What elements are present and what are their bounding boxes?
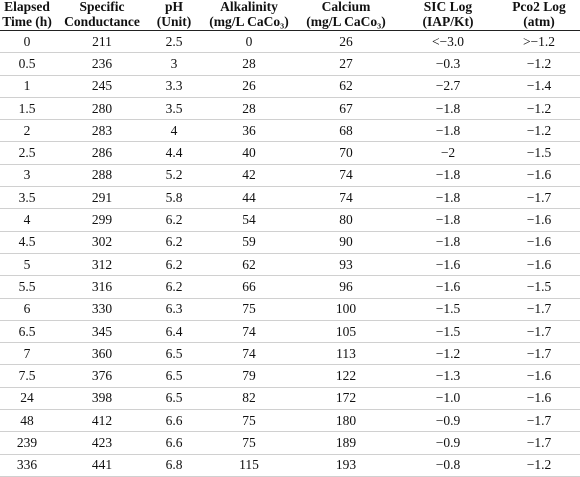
header-line: Calcium [321, 0, 371, 14]
table-cell: 0.5 [0, 53, 60, 75]
table-cell: 6.5 [144, 387, 204, 409]
table-cell: 42 [204, 164, 294, 186]
table-cell: 105 [294, 320, 398, 342]
table-cell: 1 [0, 75, 60, 97]
table-cell: 27 [294, 53, 398, 75]
table-cell: 6.2 [144, 209, 204, 231]
table-cell: 40 [204, 142, 294, 164]
table-cell: >−1.2 [498, 31, 580, 53]
table-cell: 316 [60, 276, 144, 298]
table-cell: −2.7 [398, 75, 498, 97]
table-cell: −2 [398, 142, 498, 164]
table-cell: −1.6 [498, 253, 580, 275]
table-cell: 74 [294, 187, 398, 209]
table-row [0, 387, 580, 409]
header-line: Time (h) [2, 14, 52, 29]
table-row [0, 298, 580, 320]
table-cell: 6.5 [144, 365, 204, 387]
table-row [0, 97, 580, 119]
table-cell: −1.6 [498, 164, 580, 186]
table-cell: 36 [204, 120, 294, 142]
header-line: (atm) [523, 14, 555, 29]
table-cell: 4.5 [0, 231, 60, 253]
table-cell: 6.5 [0, 320, 60, 342]
table-cell: 299 [60, 209, 144, 231]
table-cell: 376 [60, 365, 144, 387]
table-cell: 423 [60, 432, 144, 454]
table-cell: −1.6 [498, 365, 580, 387]
table-cell: 82 [204, 387, 294, 409]
table-cell: 3 [144, 53, 204, 75]
table-row [0, 120, 580, 142]
table-row [0, 276, 580, 298]
header-elapsed-time [0, 0, 60, 31]
table-cell: −1.2 [498, 97, 580, 119]
table-cell: −1.6 [398, 253, 498, 275]
table-cell: 5.5 [0, 276, 60, 298]
table-cell: 211 [60, 31, 144, 53]
table-cell: 4.4 [144, 142, 204, 164]
table-cell: 54 [204, 209, 294, 231]
table-row [0, 31, 580, 53]
table-cell: 245 [60, 75, 144, 97]
table-cell: −0.9 [398, 432, 498, 454]
table-cell: 113 [294, 343, 398, 365]
table-cell: 67 [294, 97, 398, 119]
table-cell: 0 [0, 31, 60, 53]
table-cell: 336 [0, 454, 60, 476]
table-cell: 66 [204, 276, 294, 298]
table-cell: 6.2 [144, 231, 204, 253]
table-cell: 26 [204, 75, 294, 97]
table-cell: 441 [60, 454, 144, 476]
table-cell: 74 [294, 164, 398, 186]
table-cell: 62 [294, 75, 398, 97]
header-row [0, 0, 580, 31]
table-cell: −1.8 [398, 187, 498, 209]
header-line: (mg/L CaCo₃) [306, 14, 386, 29]
table-cell: 6.8 [144, 454, 204, 476]
table-row [0, 142, 580, 164]
table-cell: 96 [294, 276, 398, 298]
table-cell: −1.6 [498, 209, 580, 231]
table-row [0, 209, 580, 231]
table-cell: 3.5 [144, 97, 204, 119]
header-sic-log [398, 0, 498, 31]
table-cell: 80 [294, 209, 398, 231]
table-row [0, 365, 580, 387]
table-cell: 59 [204, 231, 294, 253]
table-cell: 74 [204, 320, 294, 342]
table-cell: 6.4 [144, 320, 204, 342]
table-cell: 283 [60, 120, 144, 142]
table-cell: 4 [144, 120, 204, 142]
table-cell: −1.5 [498, 276, 580, 298]
table-cell: −0.8 [398, 454, 498, 476]
header-alkalinity [204, 0, 294, 31]
header-line: (IAP/Kt) [422, 14, 474, 29]
table-cell: 6.5 [144, 343, 204, 365]
table-cell: 70 [294, 142, 398, 164]
header-line: Pco2 Log [512, 0, 566, 14]
table-cell: 412 [60, 410, 144, 432]
table-row [0, 454, 580, 476]
table-cell: 6.6 [144, 410, 204, 432]
table-cell: 172 [294, 387, 398, 409]
table-cell: 5.8 [144, 187, 204, 209]
table-cell: −1.7 [498, 298, 580, 320]
table-cell: 291 [60, 187, 144, 209]
table-cell: −1.2 [398, 343, 498, 365]
table-row [0, 53, 580, 75]
table-cell: 302 [60, 231, 144, 253]
table-cell: 345 [60, 320, 144, 342]
table-cell: −1.5 [398, 320, 498, 342]
table-cell: 3.3 [144, 75, 204, 97]
table-cell: −1.7 [498, 410, 580, 432]
table-cell: 2.5 [0, 142, 60, 164]
table-cell: −1.0 [398, 387, 498, 409]
table-cell: −1.2 [498, 120, 580, 142]
header-line: (Unit) [156, 14, 192, 29]
table-cell: −1.2 [498, 454, 580, 476]
table-cell: 68 [294, 120, 398, 142]
table-row [0, 432, 580, 454]
table-cell: 7 [0, 343, 60, 365]
table-cell: 2.5 [144, 31, 204, 53]
table-cell: −1.8 [398, 231, 498, 253]
table-cell: 5.2 [144, 164, 204, 186]
table-cell: 3.5 [0, 187, 60, 209]
table-cell: 280 [60, 97, 144, 119]
table-cell: −1.7 [498, 320, 580, 342]
table-cell: 28 [204, 97, 294, 119]
table-row [0, 410, 580, 432]
table-cell: 239 [0, 432, 60, 454]
header-line: Alkalinity [220, 0, 278, 14]
header-ph [144, 0, 204, 31]
table-cell: 330 [60, 298, 144, 320]
header-line: pH [164, 0, 183, 14]
table-cell: 115 [204, 454, 294, 476]
table-cell: 79 [204, 365, 294, 387]
table-cell: −1.7 [498, 432, 580, 454]
table-cell: 398 [60, 387, 144, 409]
table-cell: 122 [294, 365, 398, 387]
table-cell: 5 [0, 253, 60, 275]
table-cell: −1.2 [498, 53, 580, 75]
header-pco2-log [498, 0, 580, 31]
table-row [0, 187, 580, 209]
table-cell: 48 [0, 410, 60, 432]
table-cell: −1.8 [398, 209, 498, 231]
header-line: SIC Log [423, 0, 473, 14]
table-cell: 3 [0, 164, 60, 186]
table-row [0, 320, 580, 342]
table-header [0, 0, 580, 31]
table-cell: −1.8 [398, 164, 498, 186]
table-cell: 286 [60, 142, 144, 164]
table-cell: −1.4 [498, 75, 580, 97]
table-cell: 7.5 [0, 365, 60, 387]
table-cell: 180 [294, 410, 398, 432]
table-cell: 90 [294, 231, 398, 253]
table-cell: −1.7 [498, 187, 580, 209]
table-cell: 189 [294, 432, 398, 454]
table-cell: 236 [60, 53, 144, 75]
table-cell: −1.5 [398, 298, 498, 320]
table-cell: −1.6 [498, 387, 580, 409]
header-line: Conductance [64, 14, 140, 29]
table-cell: 193 [294, 454, 398, 476]
header-specific-conductance [60, 0, 144, 31]
table-cell: 312 [60, 253, 144, 275]
table-cell: 288 [60, 164, 144, 186]
table-cell: 26 [294, 31, 398, 53]
table-cell: −1.8 [398, 97, 498, 119]
table-cell: −0.9 [398, 410, 498, 432]
table-cell: −1.7 [498, 343, 580, 365]
header-line: (mg/L CaCo₃) [209, 14, 289, 29]
header-line: Elapsed [4, 0, 50, 14]
header-calcium [294, 0, 398, 31]
table-cell: −1.3 [398, 365, 498, 387]
table-cell: 75 [204, 410, 294, 432]
table-body [0, 31, 580, 477]
table-cell: 0 [204, 31, 294, 53]
table-row [0, 75, 580, 97]
header-line: Specific [79, 0, 125, 14]
table-cell: −1.8 [398, 120, 498, 142]
table-cell: 6 [0, 298, 60, 320]
table-cell: <−3.0 [398, 31, 498, 53]
table-cell: 100 [294, 298, 398, 320]
table-cell: 93 [294, 253, 398, 275]
table-cell: 24 [0, 387, 60, 409]
table-cell: 6.2 [144, 276, 204, 298]
table-cell: 1.5 [0, 97, 60, 119]
table-cell: 6.2 [144, 253, 204, 275]
table-cell: 75 [204, 432, 294, 454]
table-cell: 44 [204, 187, 294, 209]
table-cell: 6.6 [144, 432, 204, 454]
table-row [0, 253, 580, 275]
table-cell: −1.5 [498, 142, 580, 164]
table-row [0, 164, 580, 186]
table-row [0, 343, 580, 365]
table-cell: 75 [204, 298, 294, 320]
table-row [0, 231, 580, 253]
table-cell: −1.6 [498, 231, 580, 253]
table-cell: −1.6 [398, 276, 498, 298]
table-cell: 28 [204, 53, 294, 75]
table-cell: 2 [0, 120, 60, 142]
table-cell: 74 [204, 343, 294, 365]
table-cell: 6.3 [144, 298, 204, 320]
table-cell: 4 [0, 209, 60, 231]
table-cell: −0.3 [398, 53, 498, 75]
table-cell: 360 [60, 343, 144, 365]
table-cell: 62 [204, 253, 294, 275]
